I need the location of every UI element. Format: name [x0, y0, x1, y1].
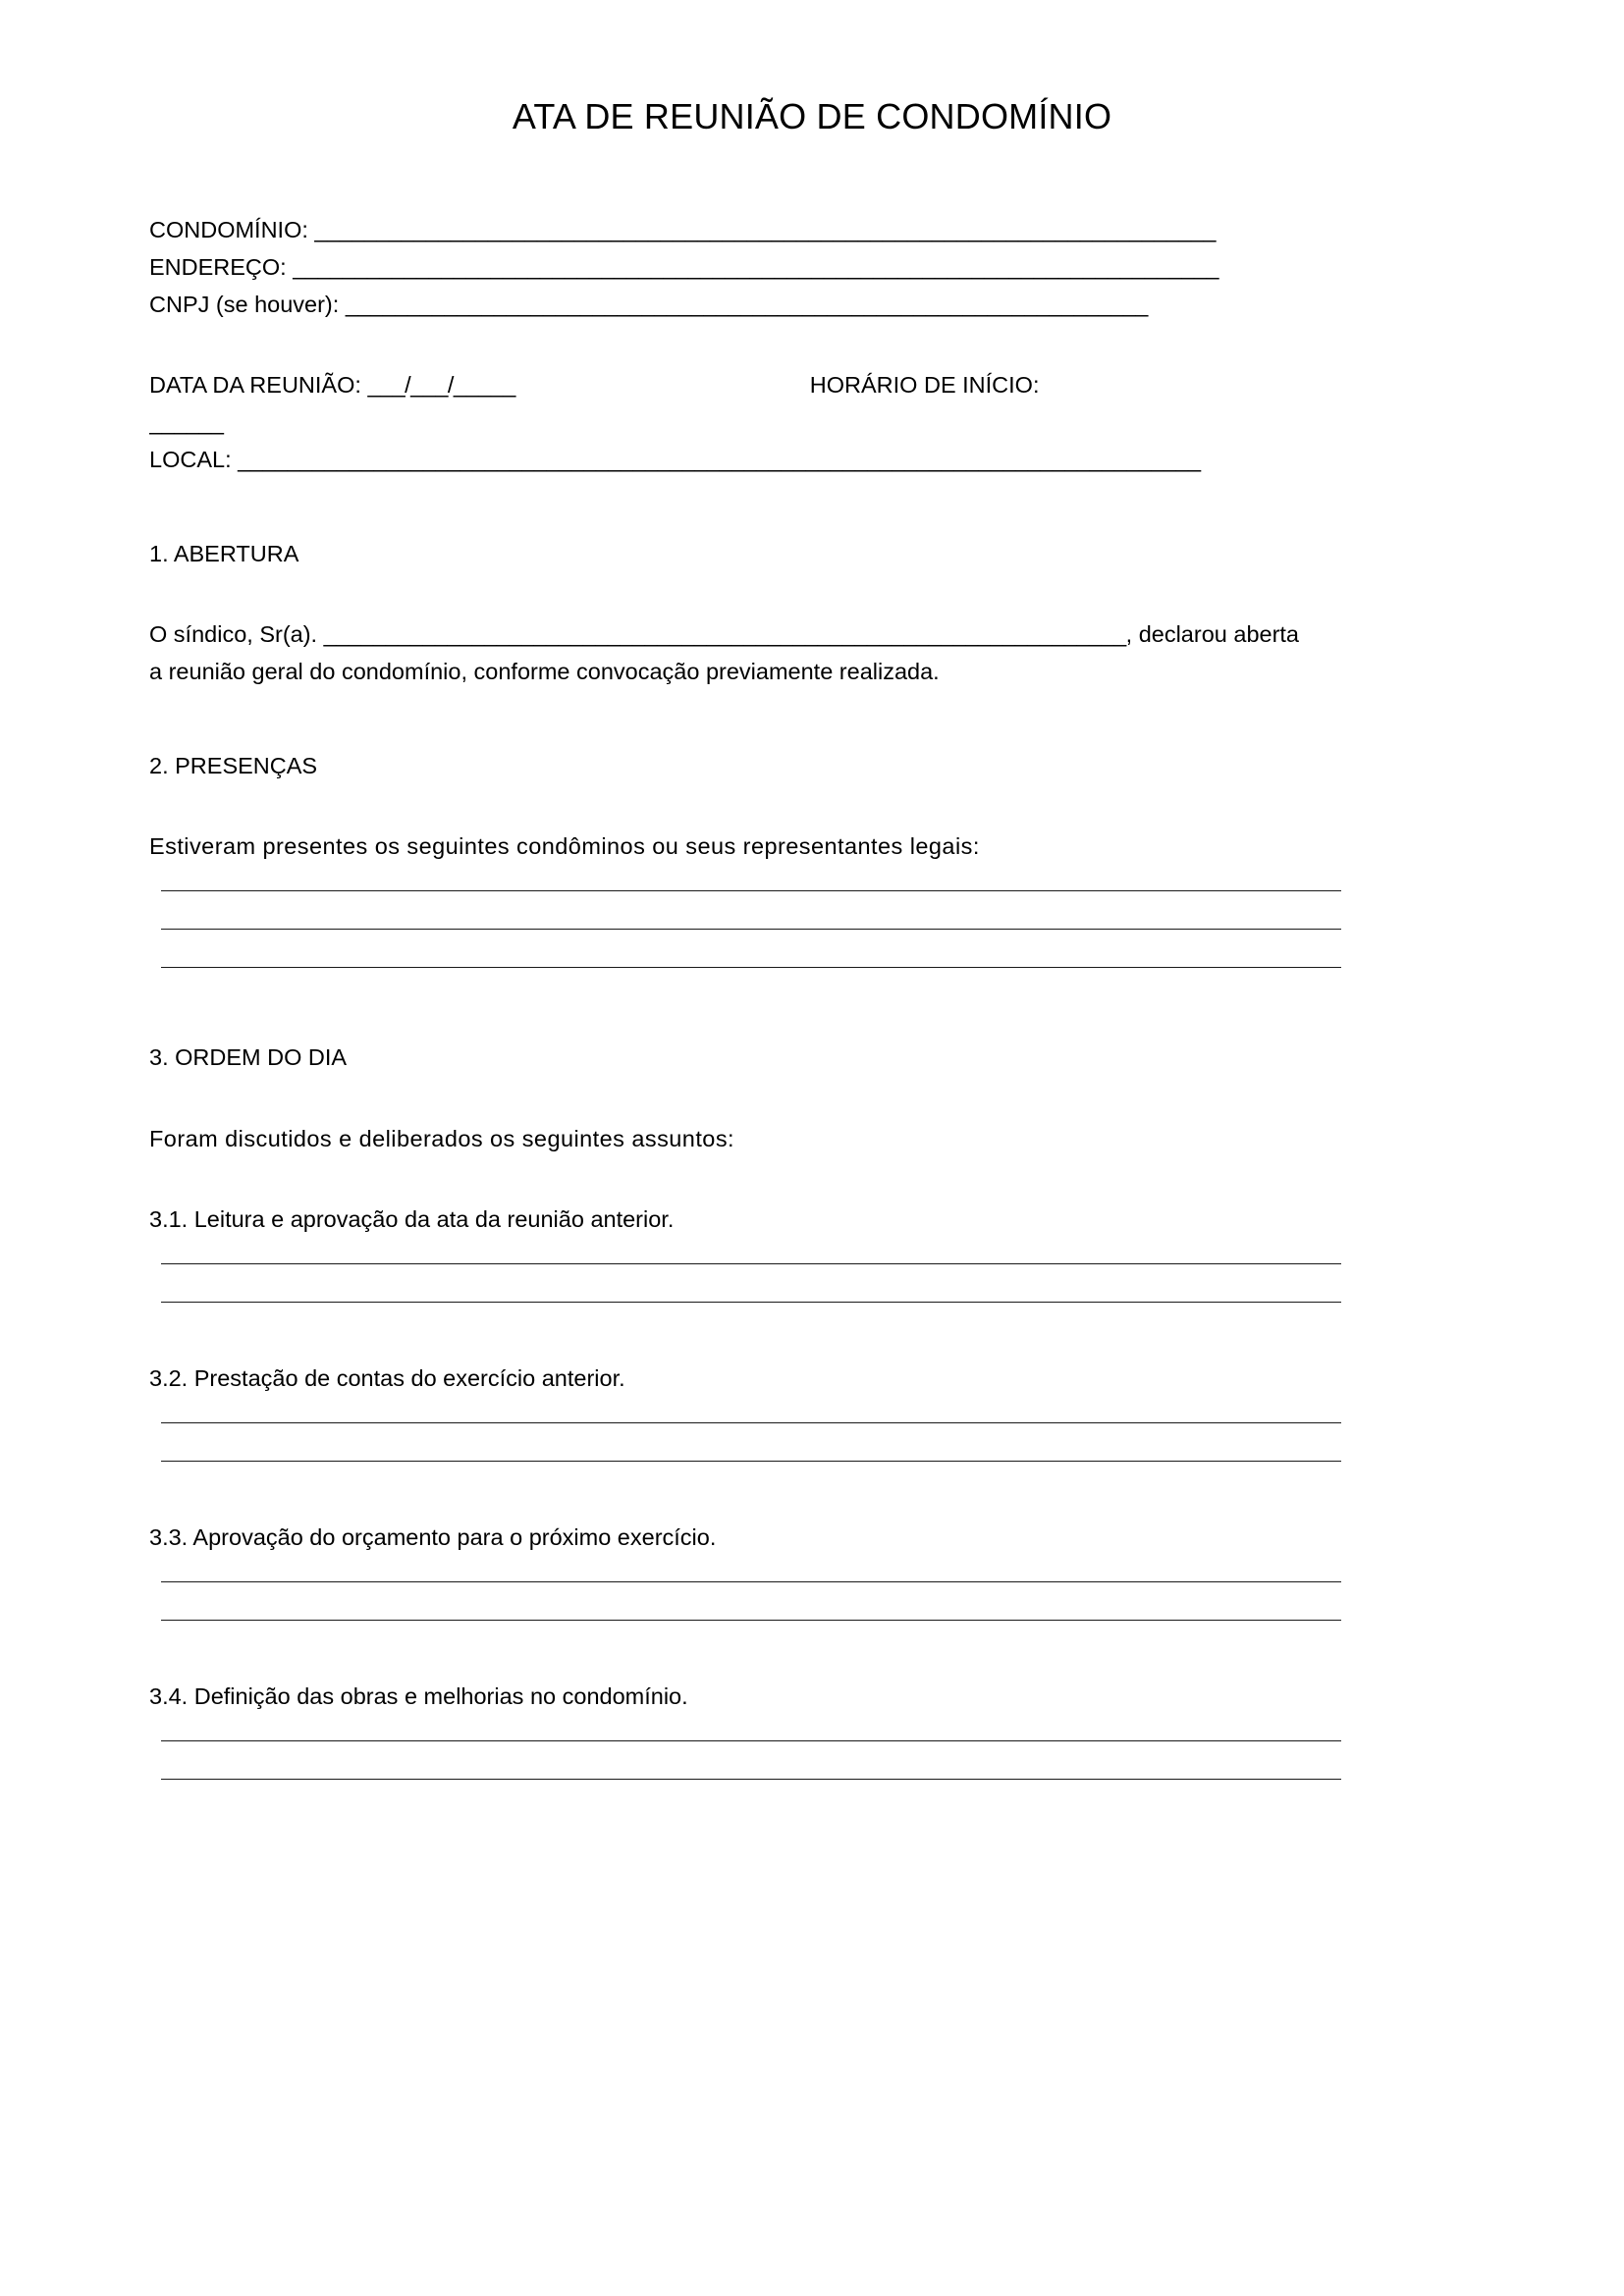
spacer: [161, 1582, 1475, 1620]
presencas-intro: Estiveram presentes os seguintes condôminos ou seus representantes legais:: [149, 833, 980, 860]
page-title: ATA DE REUNIÃO DE CONDOMÍNIO: [512, 96, 1112, 136]
spacer: [149, 1715, 1475, 1740]
section-heading-ordem-do-dia: 3. ORDEM DO DIA: [149, 1044, 348, 1071]
meeting-date-label: DATA DA REUNIÃO:: [149, 371, 361, 398]
abertura-paragraph-line2: a reunião geral do condomínio, conforme convocação previamente realizada.: [149, 659, 940, 685]
header-fields: [149, 211, 1475, 323]
spacer: [149, 140, 1475, 211]
spacer: [149, 784, 1475, 828]
item-3-2-label: 3.2. Prestação de contas do exercício anterior.: [149, 1364, 625, 1391]
spacer: [149, 690, 1475, 747]
field-endereco: [149, 248, 1475, 286]
field-local-blank[interactable]: ______________________________________________________________________________: [238, 447, 1201, 473]
spacer: [149, 1621, 1475, 1678]
spacer: [161, 1264, 1475, 1302]
ordem-do-dia-intro: Foram discutidos e deliberados os seguintes assuntos:: [149, 1125, 734, 1151]
abertura-suffix: , declarou aberta: [1125, 621, 1300, 648]
spacer: [149, 323, 1475, 366]
abertura-paragraph: [149, 615, 1475, 690]
spacer: [149, 478, 1475, 535]
item-3-4-label: 3.4. Definição das obras e melhorias no condomínio.: [149, 1682, 688, 1709]
meeting-datetime-row: [149, 366, 1475, 478]
spacer: [149, 1157, 1475, 1201]
item-3-4-answer-lines: [161, 1740, 1475, 1780]
spacer: [149, 572, 1475, 615]
spacer: [161, 1423, 1475, 1461]
field-endereco-blank[interactable]: ___________________________________________________________________________: [293, 253, 1218, 280]
item-3-3-answer-lines: [161, 1581, 1475, 1621]
meeting-time-blank-row: [149, 403, 1475, 441]
field-local: [149, 441, 1475, 478]
field-condominio-label: CONDOMÍNIO:: [149, 216, 308, 242]
abertura-blank[interactable]: _________________________________________________________________: [323, 621, 1126, 648]
spacer: [149, 1556, 1475, 1581]
spacer: [149, 1238, 1475, 1263]
field-cnpj-label: CNPJ (se houver):: [149, 291, 340, 317]
meeting-time-label: HORÁRIO DE INÍCIO:: [809, 371, 1040, 398]
meeting-datetime-inner: [149, 366, 1475, 403]
document-content: [149, 94, 1475, 1780]
spacer: [149, 1077, 1475, 1120]
field-local-label: LOCAL:: [149, 447, 232, 473]
item-3-1-label: 3.1. Leitura e aprovação da ata da reunião anterior.: [149, 1205, 675, 1232]
field-cnpj-blank[interactable]: _________________________________________________________________: [345, 291, 1148, 317]
section-heading-presencas: 2. PRESENÇAS: [149, 753, 318, 779]
field-endereco-label: ENDEREÇO:: [149, 253, 287, 280]
answer-line[interactable]: [161, 1779, 1341, 1780]
spacer: [149, 1462, 1475, 1519]
item-3-2-answer-lines: [161, 1422, 1475, 1462]
field-condominio: [149, 211, 1475, 248]
meeting-date-group: [149, 366, 515, 403]
spacer: [149, 968, 1475, 1039]
field-cnpj: [149, 286, 1475, 323]
spacer: [149, 865, 1475, 890]
spacer: [149, 1397, 1475, 1422]
presencas-answer-lines: [161, 890, 1475, 968]
abertura-prefix: O síndico, Sr(a).: [149, 621, 318, 648]
spacer: [161, 1741, 1475, 1779]
section-heading-abertura: 1. ABERTURA: [149, 541, 299, 567]
spacer: [161, 891, 1475, 929]
spacer: [149, 1303, 1475, 1360]
field-condominio-blank[interactable]: _________________________________________________________________________: [314, 216, 1217, 242]
item-3-3-label: 3.3. Aprovação do orçamento para o próximo exercício.: [149, 1523, 717, 1550]
meeting-time-group: [810, 366, 1040, 403]
meeting-date-blank[interactable]: ___/___/_____: [367, 371, 515, 398]
spacer: [161, 930, 1475, 967]
meeting-time-blank[interactable]: ______: [149, 409, 224, 436]
item-3-1-answer-lines: [161, 1263, 1475, 1303]
